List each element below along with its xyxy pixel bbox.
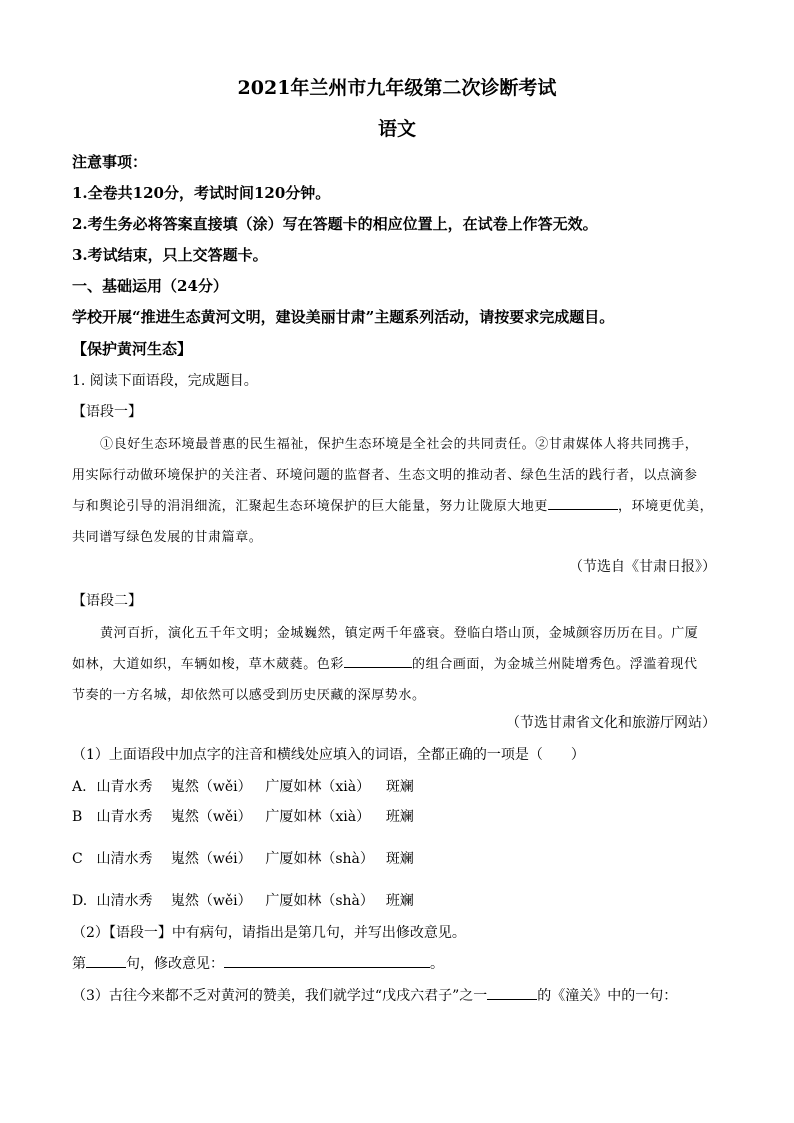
note-item-3: 3.考试结束，只上交答题卡。 — [72, 246, 268, 264]
option-d-word-2: 嵬然（wěi） — [170, 893, 252, 909]
passage-2-line-2-end: 的组合画面，为金城兰州陡增秀色。浮滥着现代 — [412, 657, 698, 672]
option-a[interactable] — [72, 776, 414, 796]
option-a-word-3: 广厦如林（xià） — [265, 779, 371, 795]
option-c-word-3: 广厦如林（shà） — [265, 851, 374, 867]
section-heading: 一、基础运用（24分） — [72, 277, 228, 295]
option-c-word-1: 山清水秀 — [96, 851, 153, 867]
passage-1-label: 【语段一】 — [72, 404, 142, 420]
option-c-word-4: 斑斓 — [385, 851, 414, 867]
subject-title: 语文 — [377, 118, 416, 140]
passage-1-line-2: 用实际行动做环境保护的关注者、环境问题的监督者、生态文明的推动者、绿色生活的践行者，以点滴参 — [72, 468, 698, 483]
section-intro: 学校开展“推进生态黄河文明，建设美丽甘肃”主题系列活动，请按要求完成题目。 — [72, 308, 615, 326]
option-c[interactable] — [72, 848, 414, 868]
option-a-word-2: 嵬然（wěi） — [170, 779, 252, 795]
passage-1-line-3 — [72, 495, 713, 514]
author-blank[interactable] — [487, 985, 537, 1000]
option-d-word-3: 广厦如林（shà） — [265, 893, 374, 909]
question-3-stem-end: 的《潼关》中的一句： — [537, 988, 678, 1004]
revision-blank[interactable] — [224, 953, 430, 968]
passage-2-line-2-start: 如林，大道如织，车辆如梭，草木葳蕤。色彩 — [72, 657, 345, 672]
option-b-word-4: 班斓 — [385, 809, 414, 825]
fill-blank-2[interactable] — [344, 653, 412, 668]
passage-2-line-1: 黄河百折，演化五千年文明；金城巍然，镇定两千年盛衰。登临白塔山顶，金城颜容历历在目。广厦 — [100, 626, 699, 641]
option-a-word-1: 山青水秀 — [96, 779, 153, 795]
option-a-letter: A. — [72, 779, 87, 795]
question-3-stem-start: （3）古往今来都不乏对黄河的赞美，我们就学过“戊戌六君子”之一 — [72, 988, 488, 1004]
sentence-number-blank[interactable] — [86, 953, 126, 968]
question-1-sub-3-stem — [72, 985, 677, 1005]
option-a-word-4: 斑斓 — [385, 779, 414, 795]
question-1-sub-2-stem: （2）【语段一】中有病句，请指出是第几句，并写出修改意见。 — [72, 925, 466, 941]
passage-2-line-2 — [72, 653, 698, 672]
answer-prefix: 第 — [72, 956, 86, 972]
note-item-2: 2.考生务必将答案直接填（涂）写在答题卡的相应位置上，在试卷上作答无效。 — [72, 215, 598, 233]
option-b-word-1: 山青水秀 — [96, 809, 153, 825]
module-heading: 【保护黄河生态】 — [72, 340, 193, 358]
answer-middle: 句，修改意见： — [126, 956, 224, 972]
notes-heading: 注意事项： — [72, 153, 148, 171]
option-d[interactable] — [72, 890, 414, 910]
option-d-letter: D. — [72, 893, 88, 909]
passage-2-line-3: 节奏的一方名城，却依然可以感受到历史厌藏的深厚势水。 — [72, 688, 426, 703]
question-1-stem: 1. 阅读下面语段，完成题目。 — [72, 373, 258, 389]
option-d-word-4: 班斓 — [385, 893, 414, 909]
option-c-letter: C — [72, 851, 83, 867]
exam-title: 2021年兰州市九年级第二次诊断考试 — [237, 77, 557, 99]
passage-1-line-4: 共同谱写绿色发展的甘肃篇章。 — [72, 530, 263, 545]
fill-blank-1[interactable] — [548, 495, 618, 510]
passage-1-line-3-start: 与和舆论引导的涓涓细流，汇聚起生态环境保护的巨大能量，努力让陇原大地更 — [72, 499, 549, 514]
passage-1-source: （节选自《甘肃日报》） — [569, 559, 716, 575]
passage-1-line-3-end: ，环境更优美， — [618, 499, 714, 514]
option-b-word-3: 广厦如林（xià） — [265, 809, 371, 825]
passage-2-label: 【语段二】 — [72, 593, 142, 609]
option-d-word-1: 山清水秀 — [96, 893, 153, 909]
option-b-letter: B — [72, 809, 83, 825]
note-item-1: 1.全卷共120分，考试时间120分钟。 — [72, 184, 331, 202]
question-1-sub-2-answer — [72, 953, 444, 973]
passage-2-source: （节选甘肃省文化和旅游厅网站） — [506, 715, 716, 731]
question-1-sub-1-stem: （1）上面语段中加点字的注音和横线处应填入的词语，全都正确的一项是（ ） — [72, 747, 585, 763]
option-b-word-2: 嵬然（wěi） — [170, 809, 252, 825]
answer-end: 。 — [430, 956, 444, 972]
passage-1-line-1: ①良好生态环境最普惠的民生福祉，保护生态环境是全社会的共同责任。②甘肃媒体人将共同携手， — [100, 437, 699, 452]
option-b[interactable] — [72, 806, 414, 826]
option-c-word-2: 嵬然（wéi） — [170, 851, 252, 867]
